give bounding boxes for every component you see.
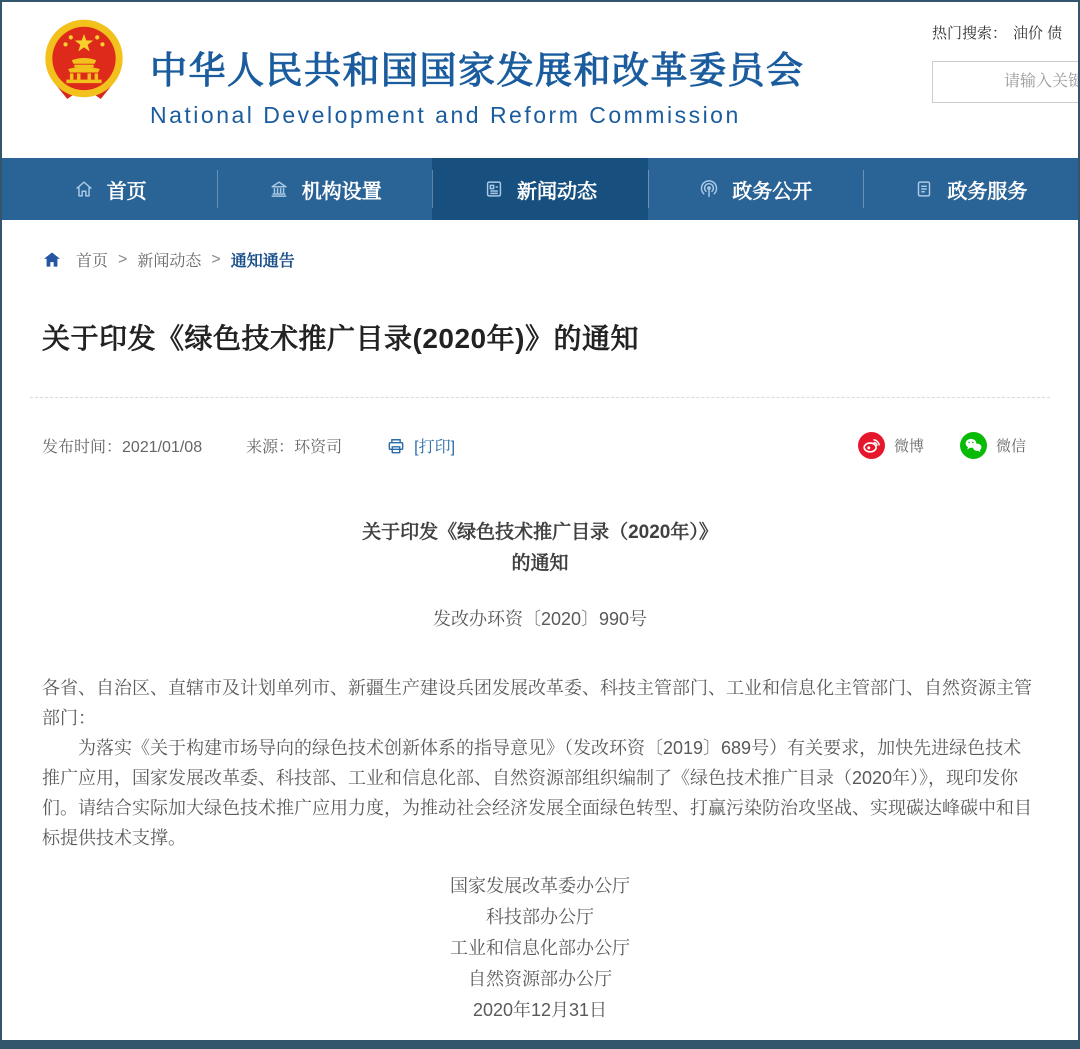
bottom-bar <box>2 1040 1078 1047</box>
paragraph-main: 为落实《关于构建市场导向的绿色技术创新体系的指导意见》（发改环资〔2019〕689号）有关要求，加快先进绿色技术推广应用，国家发展改革委、科技部、工业和信息化部、自然资源部组织编制了《绿色技术推广目录（2020年）》，现印发你们。请结合实际加大绿色技术推广应用力度，为推动社会经济发展全面绿色转型、打赢污染防治攻坚战、实现碳达峰碳中和目标提供技术支撑。 <box>42 738 1032 848</box>
printer-icon <box>386 436 406 456</box>
nav-item-home[interactable] <box>2 158 217 220</box>
nav-item-news[interactable] <box>432 158 647 220</box>
breadcrumb-separator: > <box>118 250 128 268</box>
article-body <box>2 517 1078 1026</box>
national-emblem-logo <box>40 18 128 114</box>
share-weibo-button[interactable] <box>858 432 924 459</box>
article-meta-row <box>2 432 1078 459</box>
breadcrumb <box>2 248 1078 271</box>
document-number: 发改办环资〔2020〕990号 <box>432 609 648 629</box>
hot-search-label: 热门搜索： <box>932 25 1008 42</box>
signature-line: 科技部办公厅 <box>486 907 594 927</box>
broadcast-icon <box>698 178 720 200</box>
document-title <box>42 517 1038 579</box>
site-header <box>2 2 1078 158</box>
weibo-icon <box>858 432 885 459</box>
share-buttons <box>858 432 1038 459</box>
page-title: 关于印发《绿色技术推广目录(2020年)》的通知 <box>42 323 639 354</box>
home-icon <box>73 178 95 200</box>
source-value: 环资司 <box>294 439 343 456</box>
divider <box>30 397 1050 398</box>
share-wechat-button[interactable] <box>960 432 1026 459</box>
paragraph-recipients: 各省、自治区、直辖市及计划单列市、新疆生产建设兵团发展改革委、科技主管部门、工业和信息化主管部门、自然资源主管部门： <box>42 678 1032 728</box>
print-button[interactable] <box>386 434 455 457</box>
publish-time: 发布时间：2021/01/08 <box>42 439 203 456</box>
nav-item-label: 政务公开 <box>732 180 813 203</box>
signature-line: 国家发展改革委办公厅 <box>450 876 630 896</box>
wechat-icon <box>960 432 987 459</box>
document-title-line2: 的通知 <box>511 553 569 574</box>
nav-item-gov-disclosure[interactable] <box>648 158 863 220</box>
share-wechat-label: 微信 <box>995 438 1026 455</box>
nav-item-label: 新闻动态 <box>517 180 597 203</box>
document-title-line1: 关于印发《绿色技术推广目录（2020年）》 <box>362 522 718 543</box>
site-title-chinese: 中华人民共和国国家发展和改革委员会 <box>150 50 805 91</box>
meta-left <box>42 434 455 457</box>
national-emblem-icon <box>40 18 128 106</box>
main-nav <box>2 158 1078 220</box>
search-box <box>932 61 1080 103</box>
signature-date: 2020年12月31日 <box>472 1000 608 1020</box>
print-label: [打印] <box>414 439 456 456</box>
source: 来源：环资司 <box>246 439 343 456</box>
site-title <box>150 40 805 129</box>
share-weibo-label: 微博 <box>893 438 924 455</box>
breadcrumb-item-home[interactable]: 首页 <box>76 253 109 270</box>
nav-item-gov-services[interactable] <box>863 158 1078 220</box>
breadcrumb-separator: > <box>211 250 221 268</box>
institution-icon <box>268 178 290 200</box>
nav-item-label: 政务服务 <box>947 180 1028 203</box>
nav-item-institutions[interactable] <box>217 158 432 220</box>
hot-search <box>932 22 1080 43</box>
nav-item-label: 首页 <box>106 180 147 203</box>
document-icon <box>913 178 935 200</box>
nav-item-label: 机构设置 <box>301 180 382 203</box>
site-title-english: National Development and Reform Commission <box>150 102 741 128</box>
news-icon <box>483 178 505 200</box>
search-input[interactable] <box>933 62 1080 102</box>
header-search-area <box>932 22 1080 103</box>
publish-date: 2021/01/08 <box>122 439 203 456</box>
signature-line: 工业和信息化部办公厅 <box>450 938 630 958</box>
hot-search-terms[interactable]: 油价 债 <box>1013 25 1063 42</box>
breadcrumb-item-news[interactable]: 新闻动态 <box>137 253 202 270</box>
signature-line: 自然资源部办公厅 <box>468 969 612 989</box>
breadcrumb-home-icon[interactable] <box>42 250 64 270</box>
paragraphs <box>42 673 1038 853</box>
signature-block <box>42 871 1038 1026</box>
breadcrumb-item-notices[interactable]: 通知通告 <box>230 253 295 270</box>
